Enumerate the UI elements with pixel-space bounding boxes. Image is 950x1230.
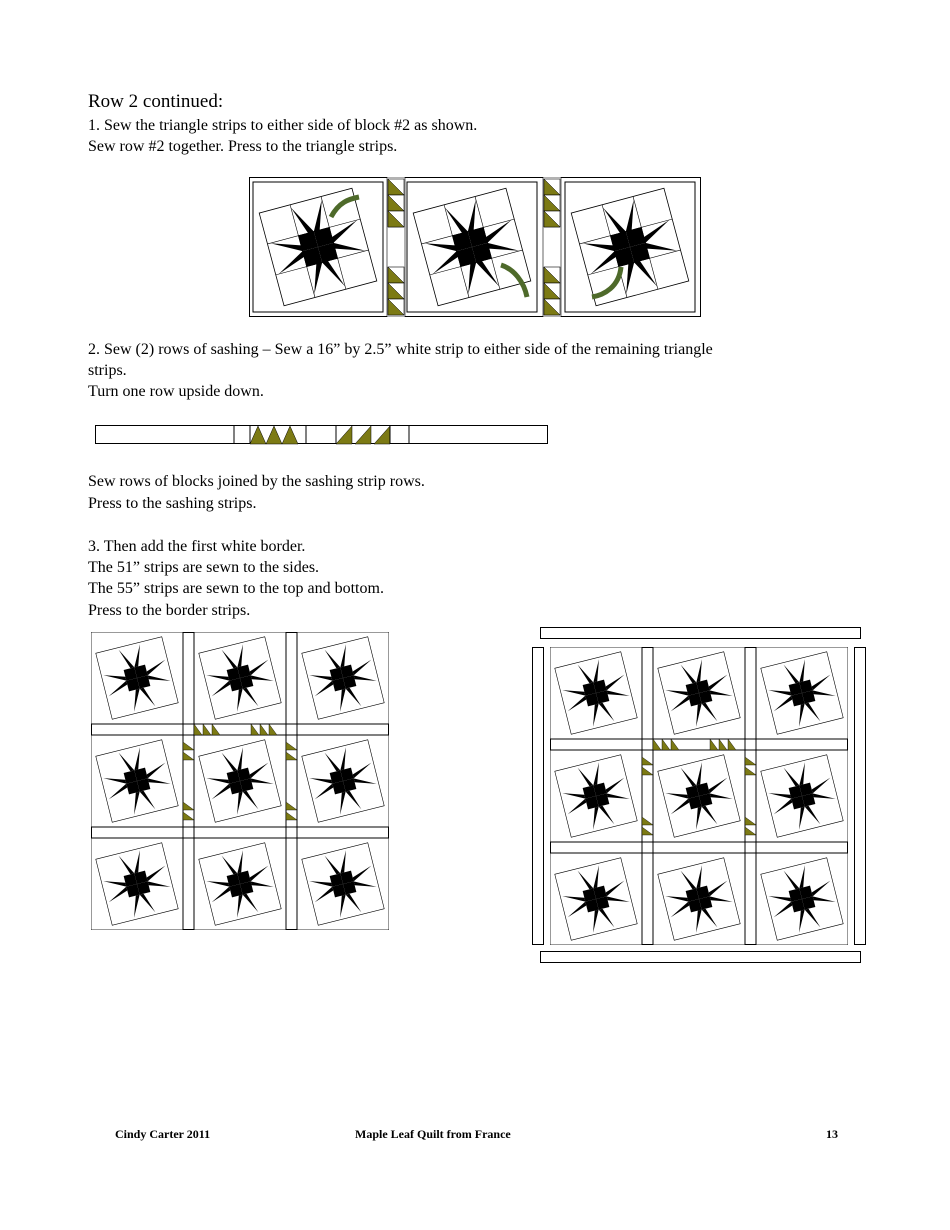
- step2-line3: Turn one row upside down.: [88, 383, 264, 400]
- bottom-border-strip: [540, 951, 861, 963]
- step2-line1: 2. Sew (2) rows of sashing – Sew a 16” by 2.5” white strip to either side of the remaining triangle: [88, 341, 713, 358]
- left-border-strip: [532, 647, 544, 945]
- footer-page-number: 13: [826, 1127, 838, 1141]
- row2-illustration: [249, 177, 701, 317]
- sashing-strip-illustration: [95, 425, 548, 445]
- footer-author: Cindy Carter 2011: [115, 1127, 211, 1141]
- quilt-with-border-illustration: [550, 647, 848, 945]
- step1-line1: 1. Sew the triangle strips to either side of block #2 as shown.: [88, 117, 478, 134]
- page-heading: Row 2 continued:: [88, 91, 224, 112]
- step2-line2: strips.: [88, 362, 127, 379]
- quilt-center-illustration: [91, 632, 389, 930]
- step3-line4: Press to the border strips.: [88, 602, 251, 619]
- join-line1: Sew rows of blocks joined by the sashing strip rows.: [88, 473, 425, 490]
- step3-line1: 3. Then add the first white border.: [88, 538, 306, 555]
- step3-line3: The 55” strips are sewn to the top and bottom.: [88, 580, 384, 597]
- step3-line2: The 51” strips are sewn to the sides.: [88, 559, 320, 576]
- footer-title: Maple Leaf Quilt from France: [355, 1127, 511, 1141]
- right-border-strip: [854, 647, 866, 945]
- join-line2: Press to the sashing strips.: [88, 495, 257, 512]
- step1-line2: Sew row #2 together. Press to the triangle strips.: [88, 138, 398, 155]
- top-border-strip: [540, 627, 861, 639]
